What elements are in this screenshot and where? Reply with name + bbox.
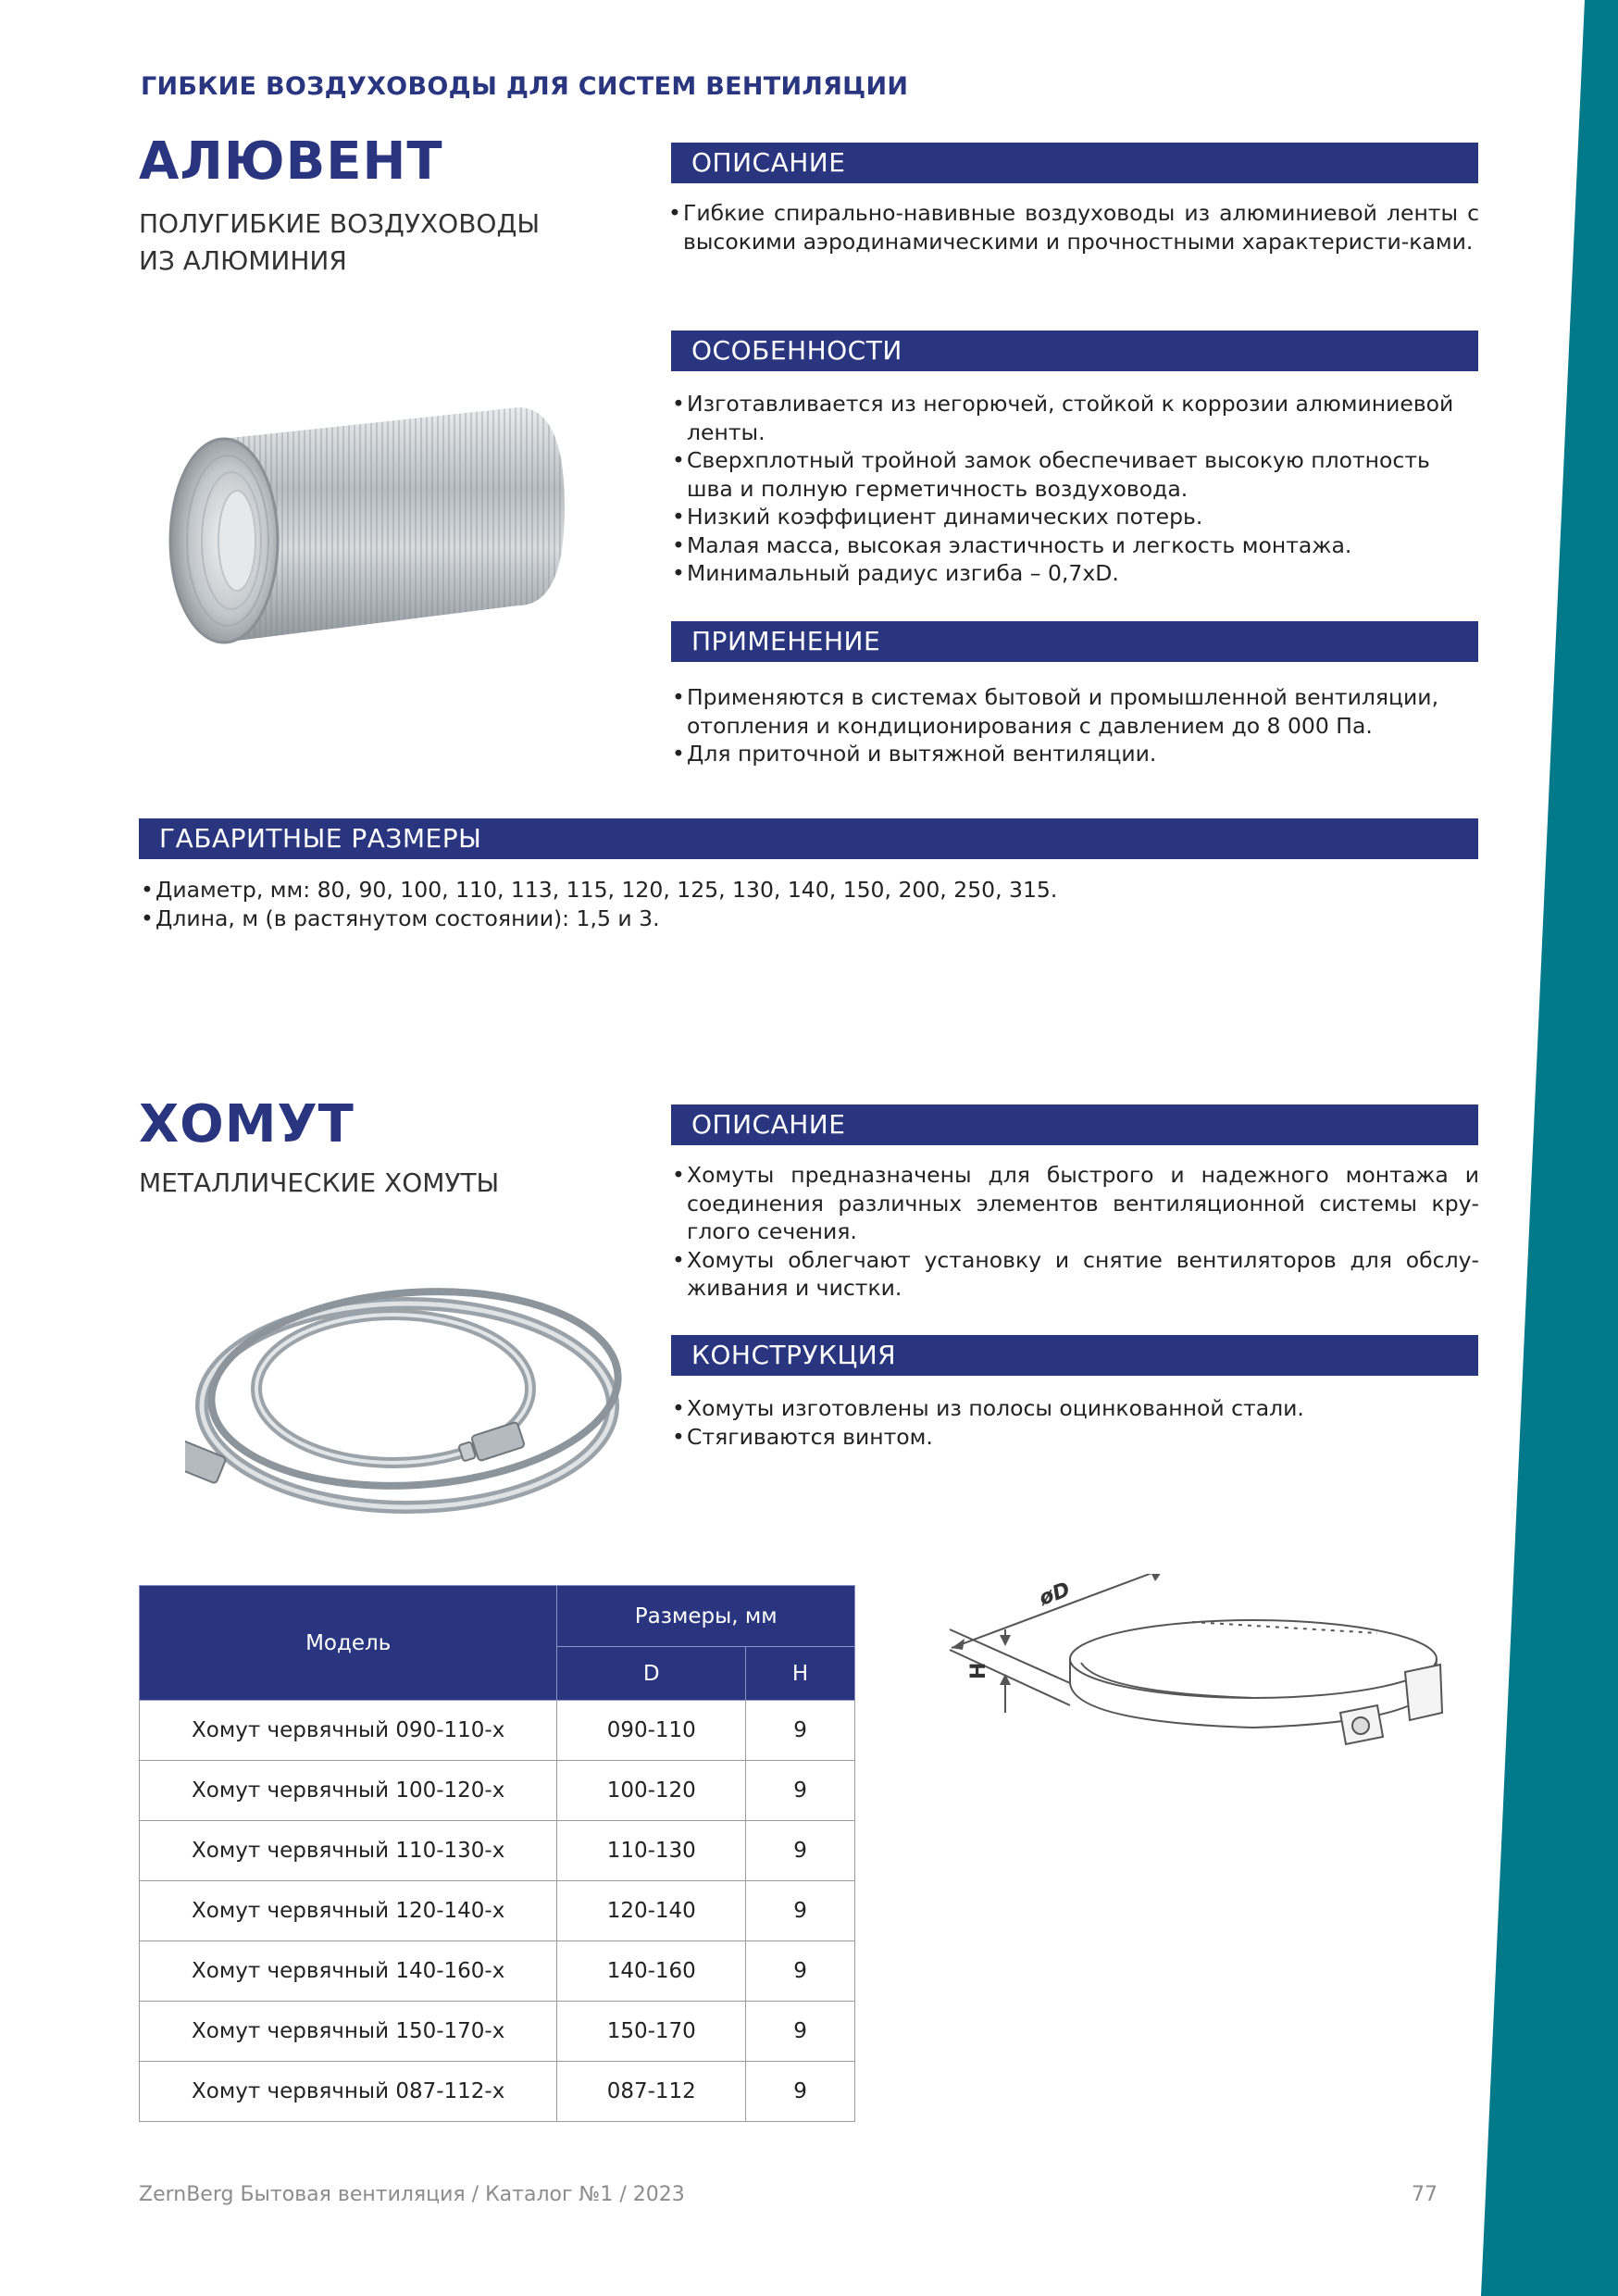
aluvent-dimensions-list: [141, 876, 1437, 932]
clamp-construction-list: [672, 1394, 1479, 1451]
clamp-title: ХОМУТ: [139, 1094, 355, 1154]
table-cell-d: 100-120: [557, 1761, 746, 1821]
list-item: • Диаметр, мм: 80, 90, 100, 110, 113, 115, 120, 125, 130, 140, 150, 200, 250, 315.: [141, 876, 1437, 905]
table-row: [140, 1881, 855, 1941]
table-header-h: H: [746, 1647, 855, 1701]
table-header-model: Модель: [140, 1586, 557, 1701]
clamp-description-heading: ОПИСАНИЕ: [671, 1104, 1478, 1145]
table-cell-h: 9: [746, 2002, 855, 2062]
table-cell-h: 9: [746, 1701, 855, 1761]
table-cell-d: 140-160: [557, 1941, 746, 2002]
table-row: [140, 2062, 855, 2122]
table-header-sizes: Размеры, мм: [557, 1586, 855, 1647]
table-cell-model: Хомут червячный 100-120-х: [140, 1761, 557, 1821]
metal-clamps-image: [185, 1268, 629, 1546]
table-cell-d: 150-170: [557, 2002, 746, 2062]
page-number: 77: [1412, 2183, 1438, 2206]
table-cell-d: 087-112: [557, 2062, 746, 2122]
table-cell-model: Хомут червячный 110-130-х: [140, 1821, 557, 1881]
aluvent-description-list: [668, 199, 1479, 256]
table-cell-h: 9: [746, 1941, 855, 2002]
list-item: • Минимальный радиус изгиба – 0,7xD.: [672, 559, 1483, 588]
catalog-section-header: ГИБКИЕ ВОЗДУХОВОДЫ ДЛЯ СИСТЕМ ВЕНТИЛЯЦИИ: [141, 72, 909, 101]
list-item: • Малая масса, высокая эластичность и легкость монтажа.: [672, 531, 1483, 560]
list-item: • Изготавливается из негорючей, стойкой к коррозии алюминиевой ленты.: [672, 390, 1483, 446]
clamp-technical-drawing: [942, 1574, 1461, 1796]
table-cell-d: 120-140: [557, 1881, 746, 1941]
table-cell-model: Хомут червячный 140-160-х: [140, 1941, 557, 2002]
clamp-construction-heading: КОНСТРУКЦИЯ: [671, 1335, 1478, 1376]
table-cell-h: 9: [746, 2062, 855, 2122]
aluvent-application-heading: ПРИМЕНЕНИЕ: [671, 621, 1478, 662]
list-item: • Применяются в системах бытовой и промышленной вентиляции, отопления и кондиционирования с давлением до 8 000 Па.: [672, 683, 1483, 740]
table-row: [140, 1941, 855, 2002]
table-cell-model: Хомут червячный 087-112-х: [140, 2062, 557, 2122]
aluvent-subtitle-line2: ИЗ АЛЮМИНИЯ: [139, 245, 347, 276]
drawing-label-diameter: øD: [1036, 1578, 1074, 1611]
aluvent-dimensions-heading: ГАБАРИТНЫЕ РАЗМЕРЫ: [139, 818, 1478, 859]
list-item: • Сверхплотный тройной замок обеспечивает высокую плотность шва и полную герметичность воздуховода.: [672, 446, 1483, 503]
aluvent-features-list: [672, 390, 1483, 588]
table-row: [140, 2002, 855, 2062]
aluvent-subtitle-line1: ПОЛУГИБКИЕ ВОЗДУХОВОДЫ: [139, 208, 541, 239]
list-item: • Гибкие спирально-навивные воздуховоды из алюминиевой ленты с высокими аэродинамическими и прочностными характеристи-ками.: [668, 199, 1479, 256]
table-header-d: D: [557, 1647, 746, 1701]
aluvent-features-heading: ОСОБЕННОСТИ: [671, 331, 1478, 371]
clamp-subtitle: МЕТАЛЛИЧЕСКИЕ ХОМУТЫ: [139, 1167, 500, 1198]
aluvent-subtitle: [139, 206, 540, 280]
table-row: [140, 1821, 855, 1881]
drawing-label-height: H: [967, 1662, 990, 1679]
footer-catalog-info: ZernBerg Бытовая вентиляция / Каталог №1 / 2023: [139, 2183, 685, 2206]
table-cell-h: 9: [746, 1821, 855, 1881]
list-item: • Длина, м (в растянутом состоянии): 1,5 и 3.: [141, 905, 1437, 933]
table-cell-h: 9: [746, 1881, 855, 1941]
aluvent-description-heading: ОПИСАНИЕ: [671, 143, 1478, 183]
table-cell-model: Хомут червячный 120-140-х: [140, 1881, 557, 1941]
clamp-models-table: [139, 1585, 855, 2122]
aluvent-application-list: [672, 683, 1483, 768]
list-item: • Низкий коэффициент динамических потерь.: [672, 503, 1483, 531]
list-item: • Для приточной и вытяжной вентиляции.: [672, 740, 1483, 768]
table-cell-model: Хомут червячный 150-170-х: [140, 2002, 557, 2062]
list-item: • Стягиваются винтом.: [672, 1423, 1479, 1452]
table-cell-d: 110-130: [557, 1821, 746, 1881]
table-cell-h: 9: [746, 1761, 855, 1821]
aluvent-title: АЛЮВЕНТ: [139, 131, 443, 192]
clamp-description-list: [672, 1161, 1479, 1303]
aluminum-duct-image: [157, 387, 583, 665]
list-item: • Хомуты предназначены для быстрого и надежного монтажа и соединения различных элементов вентиляционной системы кру-глого сечения.: [672, 1161, 1479, 1246]
list-item: • Хомуты облегчают установку и снятие вентиляторов для обслу-живания и чистки.: [672, 1246, 1479, 1303]
list-item: • Хомуты изготовлены из полосы оцинкованной стали.: [672, 1394, 1479, 1423]
table-cell-d: 090-110: [557, 1701, 746, 1761]
table-row: [140, 1701, 855, 1761]
table-row: [140, 1761, 855, 1821]
table-cell-model: Хомут червячный 090-110-х: [140, 1701, 557, 1761]
